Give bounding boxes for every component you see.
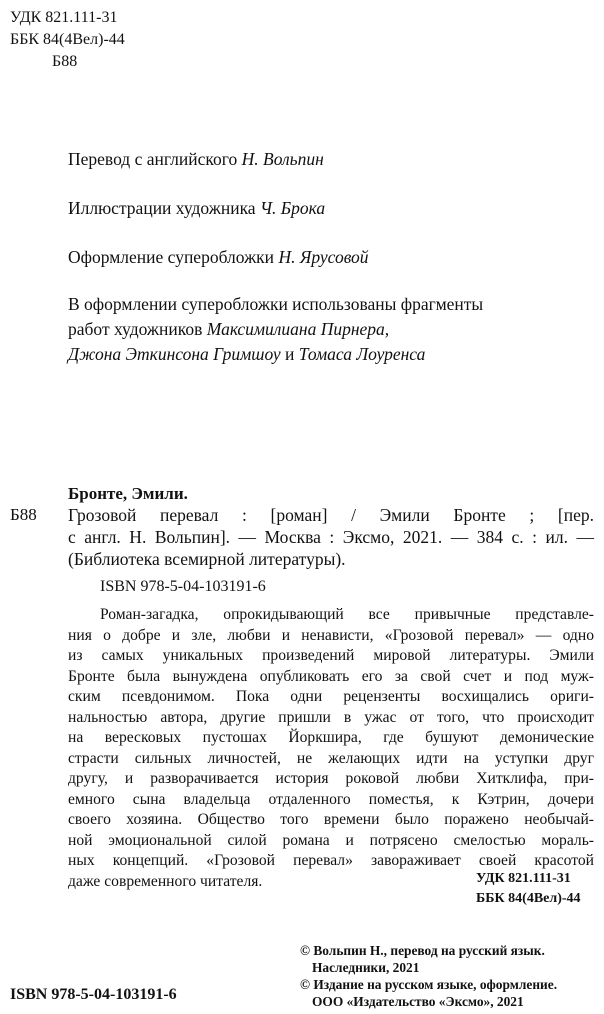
copyright-translation-line-1: © Вольпин Н., перевод на русский язык. (300, 943, 545, 958)
bibliographic-description (68, 504, 594, 570)
artist-name-2: Джона Эткинсона Гримшоу (68, 344, 281, 364)
copyright-translation-line-2: Наследники, 2021 (312, 960, 420, 975)
annotation-line: ния о добре и зле, любви и ненависти, «Грозовой перевал» — одно (68, 626, 594, 644)
copyright-edition-line-1: © Издание на русском языке, оформление. (300, 977, 558, 992)
cover-designer-name: Н. Ярусовой (278, 247, 369, 267)
annotation (68, 605, 594, 892)
fragments-line-1: В оформлении суперобложки использованы фрагменты (68, 294, 484, 314)
annotation-line: ским псевдонимом. Пока одни рецензенты восхищались ориги- (68, 688, 594, 705)
cover-credit (68, 244, 369, 270)
fragments-label: работ художников (68, 319, 203, 339)
artist-name-1: Максимилиана Пирнера, (206, 319, 390, 339)
cover-label: Оформление суперобложки (68, 247, 275, 267)
annotation-line: ной эмоциональной силой романа и потрясено смелостью мораль- (68, 831, 594, 849)
illustrator-name: Ч. Брока (259, 198, 326, 218)
copyright-edition-line-2: ООО «Издательство «Эксмо», 2021 (312, 994, 524, 1009)
and-conjunction: и (285, 344, 295, 364)
annotation-line: другу, и разворачивается история роковой любви Хитклифа, при- (68, 770, 594, 787)
artist-name-3: Томаса Лоуренса (298, 344, 426, 364)
bbk-code-top: ББК 84(4Вел)-44 (10, 31, 125, 48)
annotation-line: нальностью автора, другие пришли в ужас от того, что происходит (68, 708, 594, 726)
catalog-isbn: ISBN 978-5-04-103191-6 (100, 578, 266, 595)
annotation-line: страсти сильных личностей, не желающих идти на уступки друг (68, 749, 594, 767)
author-code-top: Б88 (52, 53, 78, 70)
translation-label: Перевод с английского (68, 149, 238, 169)
isbn-bottom: ISBN 978-5-04-103191-6 (10, 986, 177, 1003)
bib-line: Грозовой перевал : [роман] / Эмили Бронте ; [пер. (68, 505, 594, 525)
bib-line: (Библиотека всемирной литературы). (68, 549, 346, 569)
annotation-line: на вересковых пустошах Йоркшира, где бушуют демонические (68, 729, 594, 746)
fragments-line-2 (68, 316, 389, 342)
annotation-line: своего хозяина. Общество того времени было поражено необычай- (68, 811, 594, 828)
bib-line: с англ. Н. Вольпин]. — Москва : Эксмо, 2021. — 384 с. : ил. — (68, 527, 594, 547)
udk-code-bottom: УДК 821.111-31 (476, 871, 571, 886)
catalog-author-heading: Бронте, Эмили. (68, 484, 188, 503)
bbk-code-bottom: ББК 84(4Вел)-44 (476, 891, 581, 906)
annotation-line: даже современного читателя. (68, 872, 263, 890)
translation-credit (68, 146, 324, 172)
udk-code-top: УДК 821.111-31 (10, 9, 118, 26)
annotation-line: Бронте была вынуждена опубликовать его за свой счет и под муж- (68, 667, 594, 685)
annotation-line: из самых уникальных произведений мировой литературы. Эмили (68, 647, 594, 664)
fragments-line-3 (68, 341, 425, 367)
illustrations-label: Иллюстрации художника (68, 198, 256, 218)
translator-name: Н. Вольпин (241, 149, 324, 169)
annotation-line: Роман-загадка, опрокидывающий все привычные представле- (100, 606, 594, 623)
annotation-line: емного сына владельца отдаленного поместья, к Кэтрин, дочери (68, 790, 594, 808)
illustrations-credit (68, 195, 325, 221)
catalog-author-code: Б88 (10, 505, 37, 524)
annotation-line: ных концепций. «Грозовой перевал» завораживает своей красотой (68, 852, 594, 869)
